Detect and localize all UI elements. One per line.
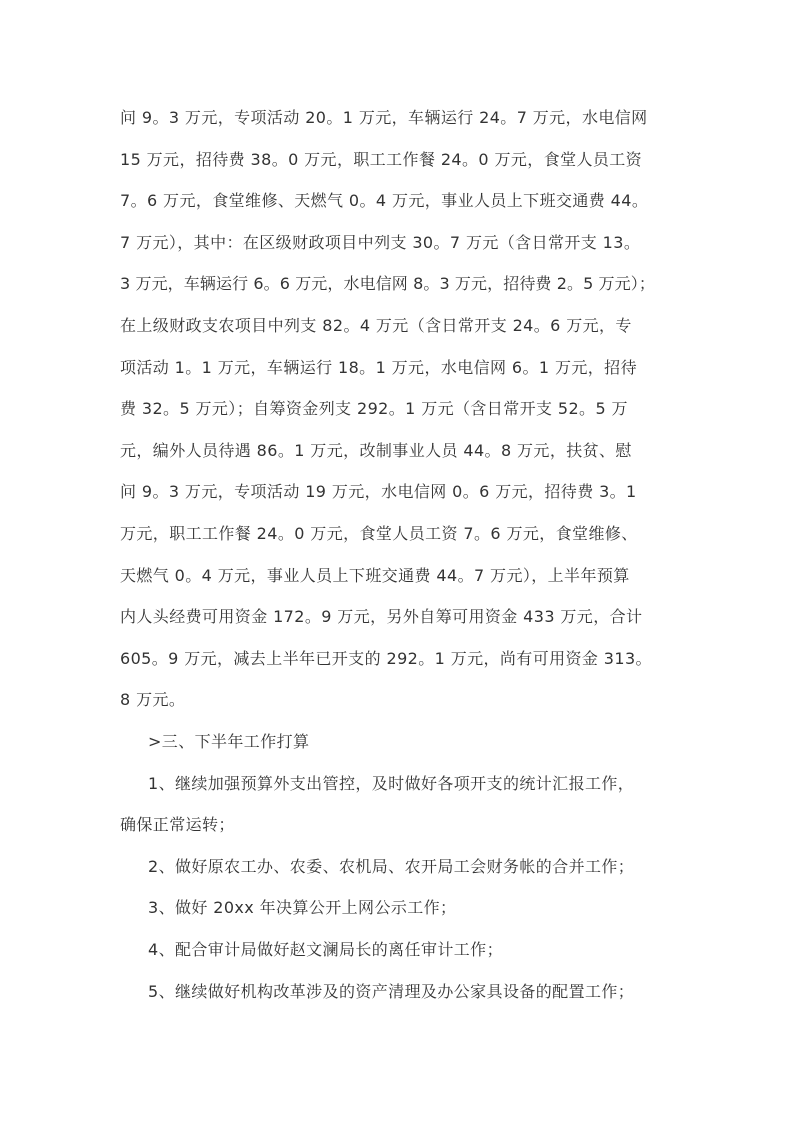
body-line: 7 万元），其中：在区级财政项目中列支 30。7 万元（含日常开支 13。 xyxy=(120,233,641,252)
body-line: 天燃气 0。4 万元，事业人员上下班交通费 44。7 万元），上半年预算 xyxy=(120,566,630,585)
body-line: 元，编外人员待遇 86。1 万元，改制事业人员 44。8 万元，扶贫、慰 xyxy=(120,441,632,460)
body-line: 605。9 万元，减去上半年已开支的 292。1 万元，尚有可用资金 313。 xyxy=(120,649,652,668)
body-line: 在上级财政支农项目中列支 82。4 万元（含日常开支 24。6 万元，专 xyxy=(120,316,632,335)
section-heading: >三、下半年工作打算 xyxy=(148,732,310,751)
body-line: 15 万元，招待费 38。0 万元，职工工作餐 24。0 万元，食堂人员工资 xyxy=(120,150,643,169)
list-item: 4、配合审计局做好赵文澜局长的离任审计工作； xyxy=(148,940,503,959)
body-line: 3 万元，车辆运行 6。6 万元，水电信网 8。3 万元，招待费 2。5 万元）； xyxy=(120,274,655,293)
body-line: 项活动 1。1 万元，车辆运行 18。1 万元，水电信网 6。1 万元，招待 xyxy=(120,358,637,377)
body-line: 7。6 万元，食堂维修、天燃气 0。4 万元，事业人员上下班交通费 44。 xyxy=(120,191,649,210)
list-item: 1、继续加强预算外支出管控，及时做好各项开支的统计汇报工作， xyxy=(148,774,635,793)
body-line: 8 万元。 xyxy=(120,690,186,709)
body-line: 费 32。5 万元）；自筹资金列支 292。1 万元（含日常开支 52。5 万 xyxy=(120,399,628,418)
body-line: 问 9。3 万元，专项活动 19 万元，水电信网 0。6 万元，招待费 3。1 xyxy=(120,482,637,501)
body-line: 内人头经费可用资金 172。9 万元，另外自筹可用资金 433 万元，合计 xyxy=(120,607,643,626)
list-item-continuation: 确保正常运转； xyxy=(120,815,235,834)
list-item: 5、继续做好机构改革涉及的资产清理及办公家具设备的配置工作； xyxy=(148,982,635,1001)
list-item: 3、做好 20xx 年决算公开上网公示工作； xyxy=(148,898,457,917)
list-item: 2、做好原农工办、农委、农机局、农开局工会财务帐的合并工作； xyxy=(148,857,635,876)
body-line: 问 9。3 万元，专项活动 20。1 万元，车辆运行 24。7 万元，水电信网 xyxy=(120,108,648,127)
body-line: 万元，职工工作餐 24。0 万元，食堂人员工资 7。6 万元，食堂维修、 xyxy=(120,524,638,543)
